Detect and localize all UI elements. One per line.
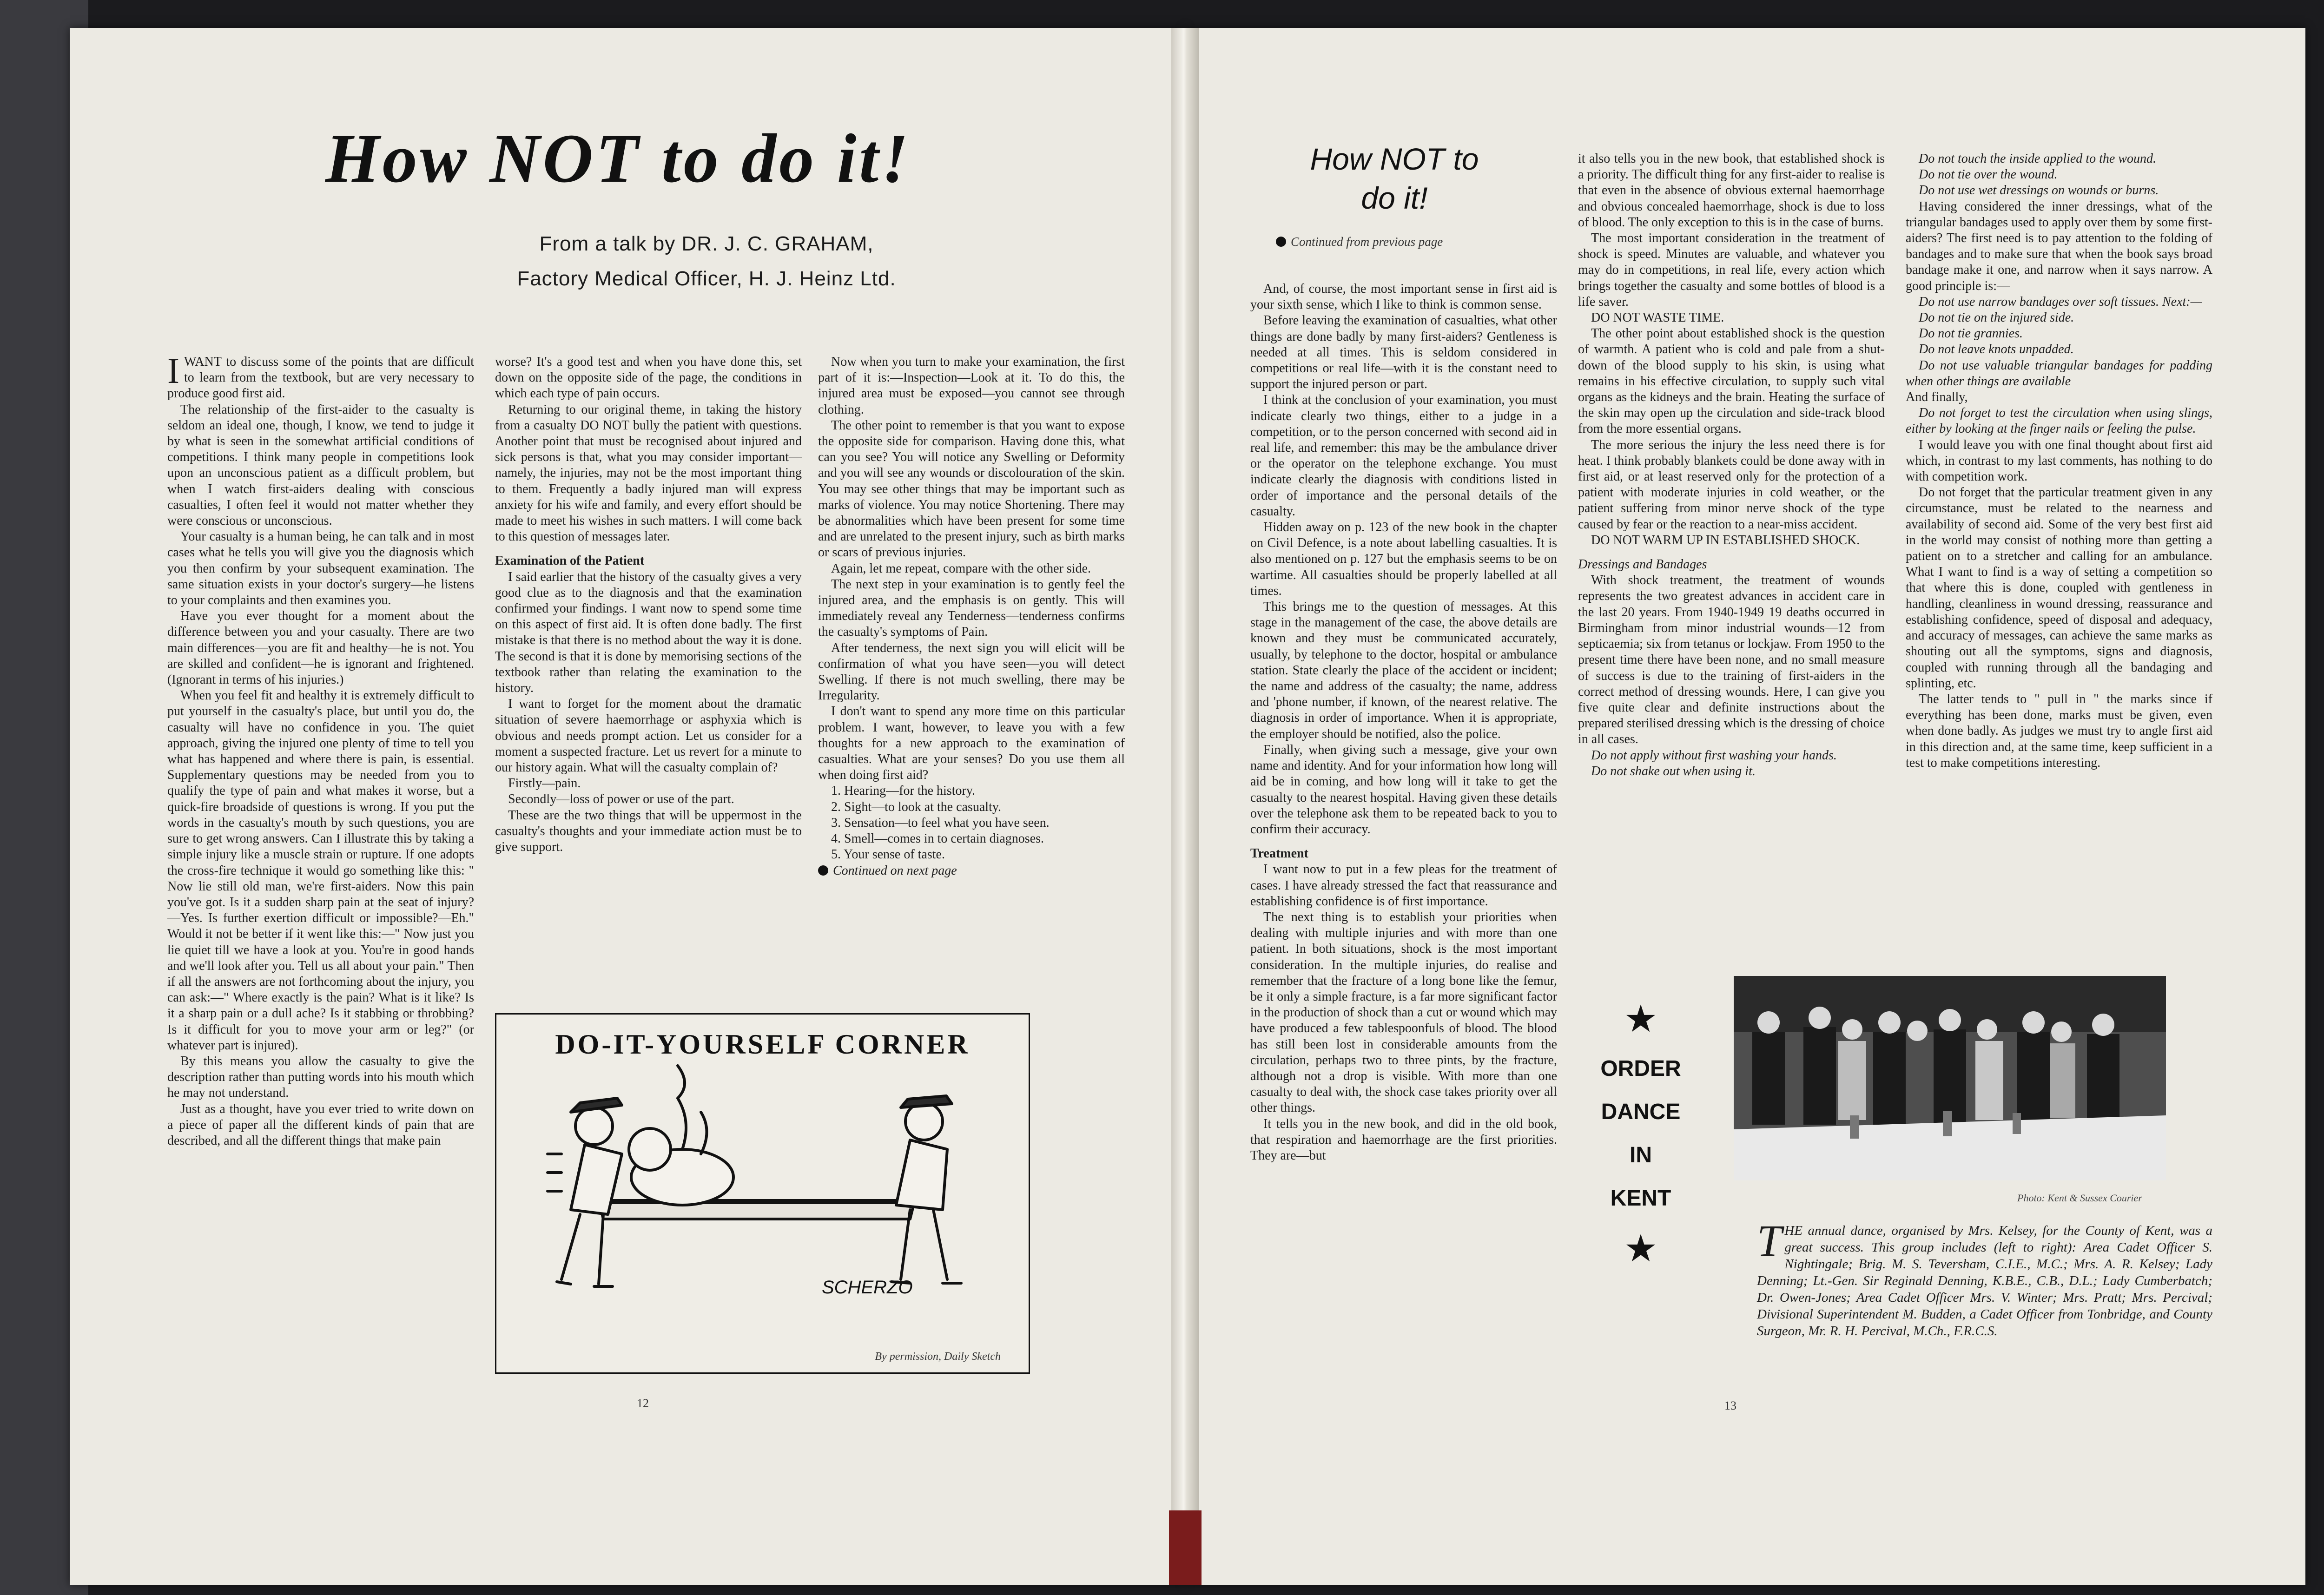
cartoon-credit: By permission, Daily Sketch (875, 1351, 1001, 1363)
paragraph: Before leaving the examination of casualties, what other things are done badly by many first-aiders? Gentleness is needed at all times. This is seldom considered in competitions or real life—with it is the constant need to support the injured person or part. (1250, 313, 1557, 392)
byline-author: From a talk by DR. J. C. GRAHAM, (539, 232, 874, 255)
heading-word: IN (1630, 1143, 1652, 1167)
paragraph: I would leave you with one final thought about first aid which, in contrast to my last comments, has nothing to do with competition work. (1906, 437, 2212, 484)
photo-caption (1757, 1216, 2212, 1339)
paragraph: I think at the conclusion of your examination, you must indicate clearly two things, either to a judge in a competition, or to the person concerned with second aid in real life, and remember: this may be the ambulance driver or the operator on the telephone exchange. You must indicate clearly the diagnosis with conditions listed in order of importance and the personal details of the casualty. (1250, 393, 1557, 519)
instruction-line: Do not shake out when using it. (1591, 764, 1756, 778)
heading-word: DANCE (1601, 1100, 1681, 1124)
paragraph: When you feel fit and healthy it is extremely difficult to put yourself in the casualty's place, but until you do, the casualty will have no confidence in you. The quiet approach, giving the injured one plenty of time to tell you what has happened and where there is pain, is essential. Supplementary questions may be needed from you to qualify the type of pain and what makes it worse, but a quick-fire broadside of questions is wrong. If you put the words in the casualty's mouth by such questions, you are sure to get wrong answers. Can I illustrate this by taking a simple injury like a muscle strain or rupture. If one adopts the cross-fire technique it would go something like this: " Now lie still old man, we're first-aiders. Now this pain you've got. Is it a sudden sharp pain at the seat of injury?—Yes. Is further exertion difficult or impossible?—Eh." Would it not be better if it went like this:—" Now just you lie quiet till we have a look at you. You're in good hands and we'll look after you. Tell us all about your pain." Then if all the answers are not forthcoming about the injury, you can ask:—" Where exactly is the pain? What is it like? Is it a sharp pain or a dull ache? Is it stabbing or throbbing? Is it difficult for you to move your arm or leg?" (or whatever part is injured). (167, 688, 474, 1053)
cartoon-signature: SCHERZO (822, 1277, 913, 1298)
paragraph: The next step in your examination is to gently feel the injured area, and the emphasis is on gently. This will immediately reveal any Tenderness—tenderness confirms the casualty's symptoms of Pain. (818, 577, 1125, 639)
photo-credit: Photo: Kent & Sussex Courier (2017, 1192, 2142, 1204)
group-photo (1734, 976, 2166, 1180)
paragraph: By this means you allow the casualty to give the description rather than putting words into his mouth which he may not understand. (167, 1054, 474, 1101)
section-heading: Examination of the Patient (495, 554, 645, 568)
instruction-line: Do not use valuable triangular bandages for padding when other things are available (1906, 358, 2212, 389)
continued-text: Continued on next page (833, 863, 957, 878)
right-column-2 (1578, 151, 1885, 779)
paragraph: These are the two things that will be uppermost in the casualty's thoughts and your immediate action must be to give support. (495, 808, 802, 855)
continued-note: Continued from previous page (1276, 235, 1443, 249)
article-title-continued (1301, 139, 1487, 218)
paragraph: The other point to remember is that you want to expose the opposite side for comparison. Having done this, what can you see? You will notice any Swelling or Deformity and you will see any wounds or discolouration of the skin. You may see other things that may be important such as marks of violence. You may notice Shortening. There may be abnormalities which have been present for some time and are unrelated to the present injury, such as birth marks or scars of previous injuries. (818, 418, 1125, 560)
paragraph: 4. Smell—comes in to certain diagnoses. (831, 831, 1044, 846)
paragraph: Secondly—loss of power or use of the part. (508, 792, 734, 807)
paragraph: And finally, (1906, 390, 1968, 405)
paragraph: Returning to our original theme, in taking the history from a casualty DO NOT bully the patient with questions. Another point that must be recognised about injured and sick persons is that, what you may consider important—namely, the injuries, may not be the most important thing to them. Frequently a badly injured man will express anxiety for his wife and family, and every effort should be made to meet his wishes in such matters. I will come back to this question of messages later. (495, 402, 802, 544)
paragraph-text: WANT to discuss some of the points that are difficult to learn from the textbook, but are very necessary to produce good first aid. (167, 355, 474, 401)
paragraph: I don't want to spend any more time on this particular problem. I want, however, to leave you with a few thoughts for a new approach to the examination of casualties. What are your senses? Do you use them all when doing first aid? (818, 704, 1125, 783)
instruction-line: Do not leave knots unpadded. (1919, 342, 2074, 357)
instruction-line: Do not use wet dressings on wounds or burns. (1919, 183, 2159, 198)
right-column-3 (1906, 151, 2212, 771)
paragraph: The more serious the injury the less need there is for heat. I think probably blankets could be done away with in first aid, or at least reserved only for the protection of a patient with moderate injuries in cold weather, or the patient suffering from minor nerve shock of the type caused by fear or the reaction to a near-miss accident. (1578, 437, 1885, 532)
order-dance-heading (1580, 999, 1701, 1268)
paragraph: With shock treatment, the treatment of wounds represents the two greatest advances in accident care in the last 20 years. From 1940-1949 19 deaths occurred in Birmingham from minor industrial wounds—12 from septicaemia; six from tetanus or lockjaw. From 1950 to the present time there have been none, and no small measure of success is due to the training of first-aiders in the correct method of dressing wounds. Here, I can give you five quite clear and definite instructions about the prepared sterilised dressing which is the dressing of choice in all cases. (1578, 573, 1885, 747)
section-heading: Dressings and Bandages (1578, 557, 1707, 572)
instruction-line: Do not touch the inside applied to the wound. (1919, 152, 2156, 166)
paragraph: 5. Your sense of taste. (831, 847, 945, 862)
diy-title: DO-IT-YOURSELF CORNER (555, 1029, 970, 1060)
paragraph: Again, let me repeat, compare with the other side. (831, 561, 1091, 576)
paragraph: it also tells you in the new book, that established shock is a priority. The difficult thing for any first-aider to realise is that even in the absence of obvious external haemorrhage and obvious concealed haemorrhage, shock is due to loss of blood. The only exception to this is in the case of burns. (1578, 152, 1885, 230)
continued-link (818, 863, 1125, 879)
left-column-3 (818, 354, 1125, 879)
bullet-icon (1276, 237, 1286, 247)
paragraph (167, 350, 474, 402)
paragraph: The most important consideration in the treatment of shock is speed. Minutes are valuable, and whatever you may do in competitions, in real life, every action which brings together the casualty and some bottles of blood is a life saver. (1578, 231, 1885, 309)
emphasis-line: DO NOT WASTE TIME. (1591, 310, 1724, 325)
instruction-line: Do not apply without first washing your hands. (1591, 748, 1837, 763)
heading-word: ORDER (1600, 1056, 1681, 1081)
left-column-2 (495, 354, 802, 855)
caption-text: HE annual dance, organised by Mrs. Kelsey, for the County of Kent, was a great success. This group includes (left to right): Area Cadet Officer S. Nightingale; Brig. M. S. Teversham, C.I.E., M.C.; Mrs. A. R. Kelsey; Lady Denning; Lt.-Gen. Sir Reginald Denning, K.B.E., C.B., D.L.; Lady Cumberbatch; Dr. Owen-Jones; Area Cadet Officer Mrs. V. Winter; Mrs. Pratt; Mrs. Percival; Divisional Superintendent M. Budden, a Cadet Officer from Tonbridge, and County Surgeon, Mr. R. H. Percival, M.Ch., F.R.C.S. (1757, 1223, 2212, 1338)
paragraph: The other point about established shock is the question of warmth. A patient who is cold and pale from a shut-down of the blood supply to his skin, is using what remains in his effective circulation, to supply such vital organs as the kidneys and the brain. Heating the surface of the skin may open up the circulation and side-track blood from the more essential organs. (1578, 326, 1885, 436)
paragraph: Have you ever thought for a moment about the difference between you and your casualty. There are two main differences—you are fit and healthy—he is not. You are skilled and confident—he is ignorant and frightened. (Ignorant in terms of his injuries.) (167, 609, 474, 687)
paragraph: It tells you in the new book, and did in the old book, that respiration and haemorrhage are the first priorities. They are—but (1250, 1116, 1557, 1163)
left-column-1 (167, 350, 474, 1149)
paragraph: 2. Sight—to look at the casualty. (831, 799, 1002, 814)
title-line-1: How NOT to (1310, 142, 1479, 176)
byline-affiliation: Factory Medical Officer, H. J. Heinz Ltd. (517, 267, 896, 290)
page-gutter (1171, 28, 1199, 1585)
paragraph: Do not forget that the particular treatment given in any circumstance, must be related to the nearness and availability of second aid. Some of the very best first aid in the world may consist of nothing more than getting a patient on to a stretcher and calling for an ambulance. What I want to find is a way of setting a competition so that where this is done, coupled with gentleness in handling, cleanliness in wound dressing, reassurance and establishing confidence, speed of disposal and adequacy, and accuracy of messages, can achieve the same marks as shouting out all the symptoms, signs and diagnosis, coupled with running through all the bandaging and splinting, etc. (1906, 485, 2212, 691)
paragraph: worse? It's a good test and when you have done this, set down on the opposite side of the page, the conditions in which each type of pain occurs. (495, 355, 802, 401)
right-column-1 (1250, 281, 1557, 1164)
article-title: How NOT to do it! (325, 120, 911, 197)
paragraph: I want now to put in a few pleas for the treatment of cases. I have already stressed the fact that reassurance and establishing confidence is of first importance. (1250, 862, 1557, 909)
instruction-line: Do not tie grannies. (1919, 326, 2023, 341)
paragraph: Your casualty is a human being, he can talk and in most cases what he tells you will give you the diagnosis which you then confirm by your subsequent examination. The same situation exists in your doctor's surgery—he listens to your complaints and then examines you. (167, 529, 474, 608)
binding-tape (1169, 1510, 1202, 1585)
paragraph: The next thing is to establish your priorities when dealing with multiple injuries and with more than one patient. In both situations, shock is the most important consideration. In the multiple injuries, do realise and remember that the fracture of a long bone like the femur, be it only a simple fracture, is a far more significant factor in the production of shock than a cut or wound which may have produced a few tablespoonfuls of blood. The blood has still been lost in considerable amounts from the circulation, perhaps two to three pints, by the fracture, although not a drop is visible. With more than one casualty to deal with, the shock case takes priority over all other things. (1250, 910, 1557, 1115)
dropcap: I (167, 350, 179, 391)
cartoon-illustration (543, 1061, 980, 1321)
page-number-left: 12 (637, 1397, 649, 1410)
section-heading: Treatment (1250, 846, 1308, 861)
emphasis-line: DO NOT WARM UP IN ESTABLISHED SHOCK. (1591, 533, 1860, 547)
paragraph: And, of course, the most important sense in first aid is your sixth sense, which I like to think is common sense. (1250, 282, 1557, 312)
diy-cartoon-box (495, 1013, 1030, 1374)
paragraph: Hidden away on p. 123 of the new book in the chapter on Civil Defence, is a note about labelling casualties. It is also mentioned on p. 127 but the emphasis seems to be on wartime. All casualties should be properly labelled at all times. (1250, 520, 1557, 598)
paragraph: I want to forget for the moment about the dramatic situation of severe haemorrhage or asphyxia which is obvious and needs prompt action. Let us consider for a moment a suspected fracture. Let us revert for a minute to our history again. What will the casualty complain of? (495, 697, 802, 775)
star-icon: ★ (1625, 1230, 1656, 1267)
paragraph: The latter tends to " pull in " the marks since if everything has been done, marks must be given, even when done badly. As judges we must try to angle first aid in this direction and, at the same time, keep sufficient in a test to make competitions interesting. (1906, 692, 2212, 770)
star-icon: ★ (1625, 1001, 1656, 1038)
paragraph: This brings me to the question of messages. At this stage in the management of the case, the above details are known and they must be communicated accurately, usually, by telephone to the doctor, hospital or ambulance station. State clearly the place of the accident or incident; the name and address of the casualty; the name, address and 'phone number, if known, of the nearest relative. The diagnosis in order of importance. When it is appropriate, the employer should be notified, also the police. (1250, 600, 1557, 741)
instruction-line: Do not tie over the wound. (1919, 167, 2058, 182)
paragraph: Having considered the inner dressings, what of the triangular bandages used to apply over them by some first-aiders? The first need is to pay attention to the folding of bandages and to make sure that when the book says broad bandage make it one, and narrow when it says narrow. A good principle is:— (1906, 199, 2212, 293)
title-line-2: do it! (1361, 181, 1428, 215)
instruction-line: Do not forget to test the circulation when using slings, either by looking at the finger nails or feeling the pulse. (1906, 406, 2212, 436)
paragraph: 1. Hearing—for the history. (831, 784, 975, 798)
paragraph: Firstly—pain. (508, 776, 581, 791)
paragraph: 3. Sensation—to feel what you have seen. (831, 815, 1050, 830)
page-number-right: 13 (1724, 1399, 1736, 1412)
group-photo-image (1734, 976, 2166, 1180)
paragraph: Just as a thought, have you ever tried to write down on a piece of paper all the different kinds of pain that are described, and all the different things that make pain (167, 1101, 474, 1148)
instruction-line: Do not use narrow bandages over soft tissues. Next:— (1919, 294, 2202, 309)
paragraph: After tenderness, the next sign you will elicit will be confirmation of what you have seen—you will detect Swelling. If there is not much swelling, there may be Irregularity. (818, 640, 1125, 703)
instruction-line: Do not tie on the injured side. (1919, 310, 2074, 325)
caption-dropcap: T (1757, 1216, 1782, 1265)
heading-word: KENT (1610, 1186, 1671, 1211)
paragraph: I said earlier that the history of the casualty gives a very good clue as to the diagnosis and that the examination confirmed your findings. I want now to spend some time on this aspect of first aid. It is often done badly. The first mistake is that there is no method about the way it is done. The second is that it is done by memorising sections of the textbook rather than relating the examination to the history. (495, 569, 802, 696)
bullet-icon (818, 865, 828, 876)
paragraph: Now when you turn to make your examination, the first part of it is:—Inspection—Look at it. To do this, the injured area must be exposed—you cannot see through clothing. (818, 355, 1125, 417)
paragraph: The relationship of the first-aider to the casualty is seldom an ideal one, though, I know, we tend to judge it by what is seen in the somewhat artificial conditions of competitions. I think many people in competitions look upon an unconscious patient as a difficult problem, but when I watch first-aiders dealing with conscious casualties, I often feel it would not matter whether they were conscious or unconscious. (167, 402, 474, 528)
paragraph: Finally, when giving such a message, give your own name and identity. And for your information how long will aid be in coming, and how long will it take to get the casualty to the nearest hospital. Having given these details over the telephone ask them to be repeated back to you to confirm their accuracy. (1250, 742, 1557, 837)
